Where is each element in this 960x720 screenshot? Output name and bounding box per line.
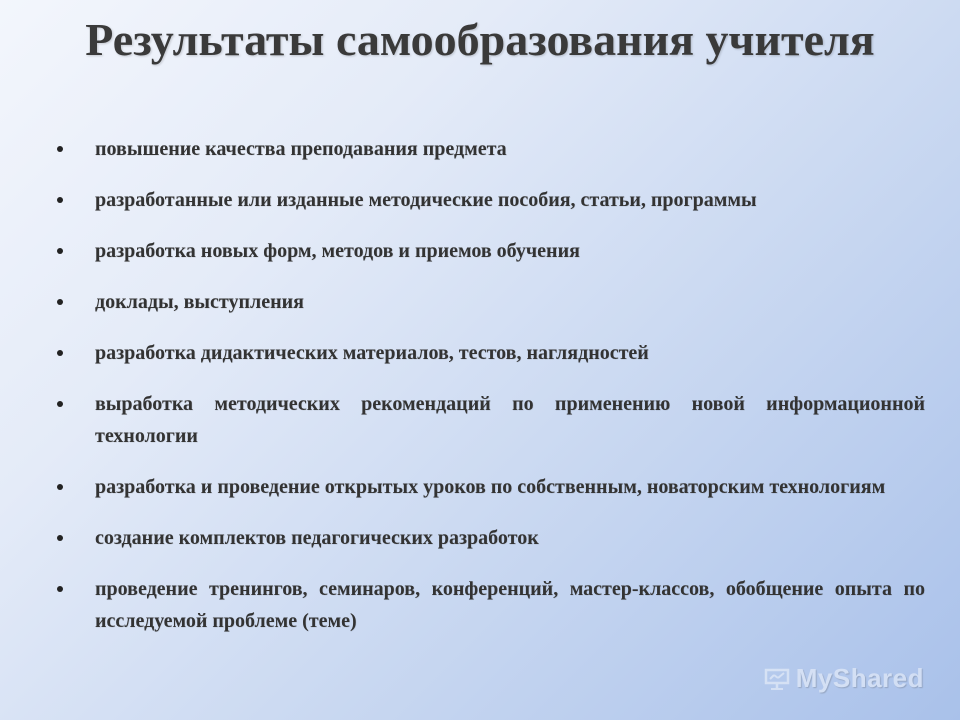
list-item-text: повышение качества преподавания предмета (95, 138, 507, 160)
list-item-text: создание комплектов педагогических разработок (95, 527, 539, 549)
bullet-dot-icon (57, 146, 63, 152)
watermark (764, 663, 924, 694)
bullet-dot-icon (57, 248, 63, 254)
list-item (55, 522, 925, 554)
bullet-dot-icon (57, 299, 63, 305)
list-item (55, 133, 925, 165)
bullet-dot-icon (57, 535, 63, 541)
list-item-text: разработка и проведение открытых уроков по собственным, новаторским технологиям (95, 476, 886, 498)
list-item (55, 573, 925, 637)
presentation-board-icon (764, 668, 790, 690)
bullet-dot-icon (57, 197, 63, 203)
watermark-text: MyShared (795, 663, 924, 693)
bullet-dot-icon (57, 484, 63, 490)
list-item-text: выработка методических рекомендаций по применению новой информационной технологии (95, 393, 925, 447)
list-item (55, 471, 925, 503)
list-item (55, 235, 925, 267)
bullet-list (55, 133, 925, 656)
list-item-text: доклады, выступления (95, 291, 304, 313)
list-item-text: разработанные или изданные методические пособия, статьи, программы (95, 189, 757, 211)
list-item (55, 184, 925, 216)
list-item-text: разработка новых форм, методов и приемов обучения (95, 240, 580, 262)
list-item-text: проведение тренингов, семинаров, конференций, мастер-классов, обобщение опыта по исследуемой проблеме (теме) (95, 578, 925, 632)
list-item (55, 337, 925, 369)
list-item (55, 286, 925, 318)
list-item-text: разработка дидактических материалов, тестов, наглядностей (95, 342, 649, 364)
bullet-dot-icon (57, 401, 63, 407)
slide-title: Результаты самообразования учителя (85, 14, 875, 65)
bullet-dot-icon (57, 586, 63, 592)
bullet-dot-icon (57, 350, 63, 356)
list-item (55, 388, 925, 452)
